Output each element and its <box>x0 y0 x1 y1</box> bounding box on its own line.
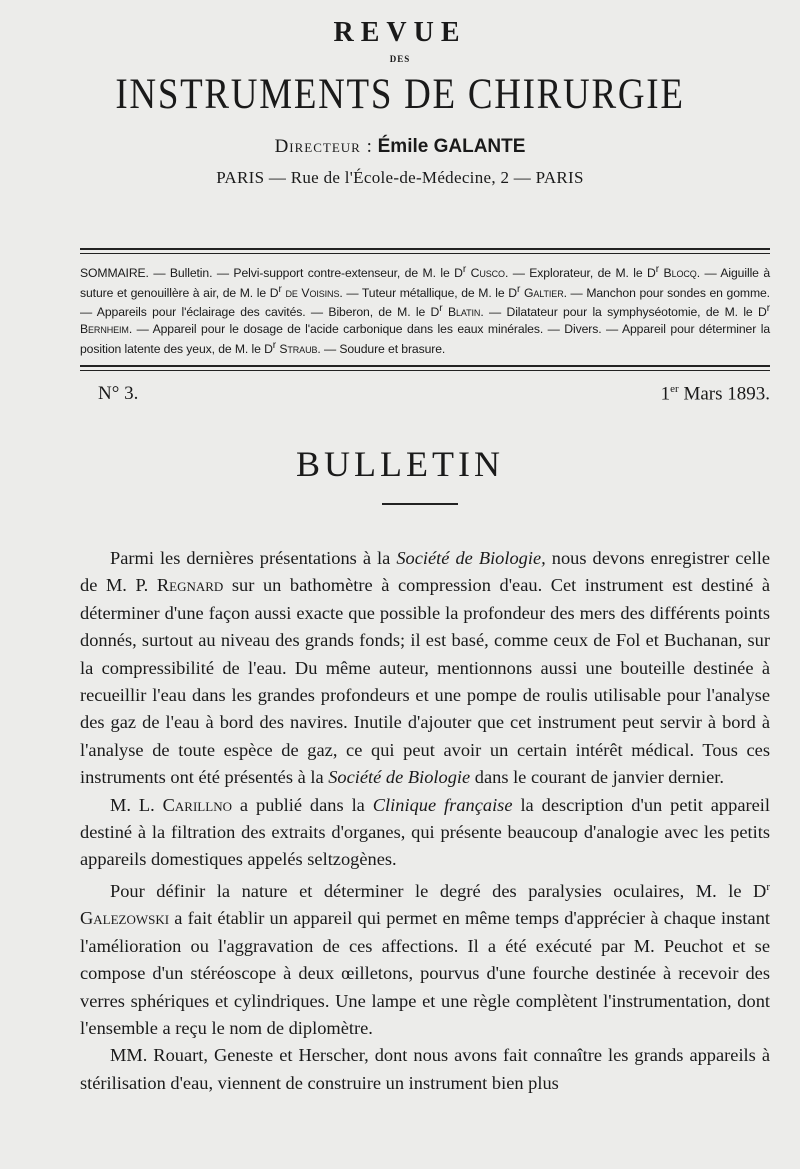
paragraph: Parmi les dernières présentations à la Société de Biologie, nous devons enregistrer celle de M. P. Regnard sur un bathomètre à compression d'eau. Cet instrument est destiné à déterminer d'une façon aussi exacte que possible la profondeur des mers des différents points donnés, surtout au niveau des grands fonds; il est basé, comme ceux de Fol et Buchanan, sur la compressibilité de l'eau. Du même auteur, mentionnons aussi une bouteille destinée à recueillir l'eau dans les grandes profondeurs et une pompe de roulis utilisable pour l'analyse des gaz de l'eau à bord des navires. Inutile d'ajouter que cet instrument peut servir à bord à l'analyse de toute espèce de gaz, ce qui peut avoir un certain intérêt médical. Tous ces instruments ont été présentés à la Société de Biologie dans le courant de janvier dernier. <box>80 548 771 788</box>
article-body <box>80 545 770 1097</box>
sommaire-block: SOMMAIRE. — Bulletin. — Pelvi-support contre-extenseur, de M. le $D^r$ Cusco. — Explorateur, de M. le $D^r$ Blocq. — Aiguille à suture et genouillère à air, de M. le $D^r$ de Voisins. — Tuteur métallique, de M. le $D^r$ Galtier. — Manchon pour sondes en gomme. — Appareils pour l'éclairage des cavités. — Biberon, de M. le $D^r$ Blatin. — Dilatateur pour la symphyséotomie, de M. le $D^r$ Bernheim. — Appareil pour le dosage de l'acide carbonique dans les eaux minérales. — Divers. — Appareil pour déterminer la position latente des yeux, de M. le $D^r$ Straub. — Soudure et brasure. <box>80 264 771 356</box>
section-title: BULLETIN <box>296 444 504 484</box>
address-line: PARIS — Rue de l'École-de-Médecine, 2 — PARIS <box>216 168 584 187</box>
masthead <box>0 18 800 188</box>
issue-date: 1er Mars 1893. <box>660 383 770 405</box>
des-label: DES <box>389 54 411 64</box>
paragraph: MM. Rouart, Geneste et Herscher, dont nous avons fait connaître les grands appareils à stérilisation d'eau, viennent de construire un instrument bien plus <box>80 1045 770 1093</box>
author-name: Bernheim <box>80 321 129 336</box>
author-name: Cusco <box>470 266 505 281</box>
author-name: de Voisins <box>285 285 340 300</box>
author-name: Blocq <box>663 266 697 281</box>
director-label: Directeur : <box>274 136 373 157</box>
section-rule <box>382 503 458 505</box>
rule-top <box>80 248 770 254</box>
author-name: Straub <box>279 341 318 356</box>
journal-title: INSTRUMENTS DE CHIRURGIE <box>115 71 685 118</box>
issue-number: N° 3. <box>98 383 139 404</box>
author-name: Blatin <box>447 305 481 320</box>
revue-title: REVUE <box>333 17 467 48</box>
sommaire-text: SOMMAIRE. — Bulletin. — Pelvi-support contre-extenseur, de M. le D <box>80 266 463 281</box>
director-line <box>0 136 800 158</box>
paragraph: M. L. Carillno a publié dans la Clinique française la description d'un petit appareil destiné à la filtration des extraits d'organes, qui présente beaucoup d'analogie avec les petits appareils domestiques appelés seltzogènes. <box>80 794 770 870</box>
rule-bottom <box>80 365 770 371</box>
paragraph: Pour définir la nature et déterminer le degré des paralysies oculaires, M. le $D^r$ Galezowski a fait établir un appareil qui permet en même temps d'apprécier à chaque instant l'amélioration ou l'aggravation de ces affections. Il a été exécuté par M. Peuchot et se compose d'un stéréoscope à deux œilletons, pourvus d'une fourche destinée à recevoir des verres sphériques et cylindriques. Une lampe et une règle complètent l'instrumentation, dont l'ensemble a reçu le nom de diplomètre. <box>80 880 770 1039</box>
director-name: Émile GALANTE <box>377 136 526 157</box>
author-name: Galtier <box>523 285 564 300</box>
